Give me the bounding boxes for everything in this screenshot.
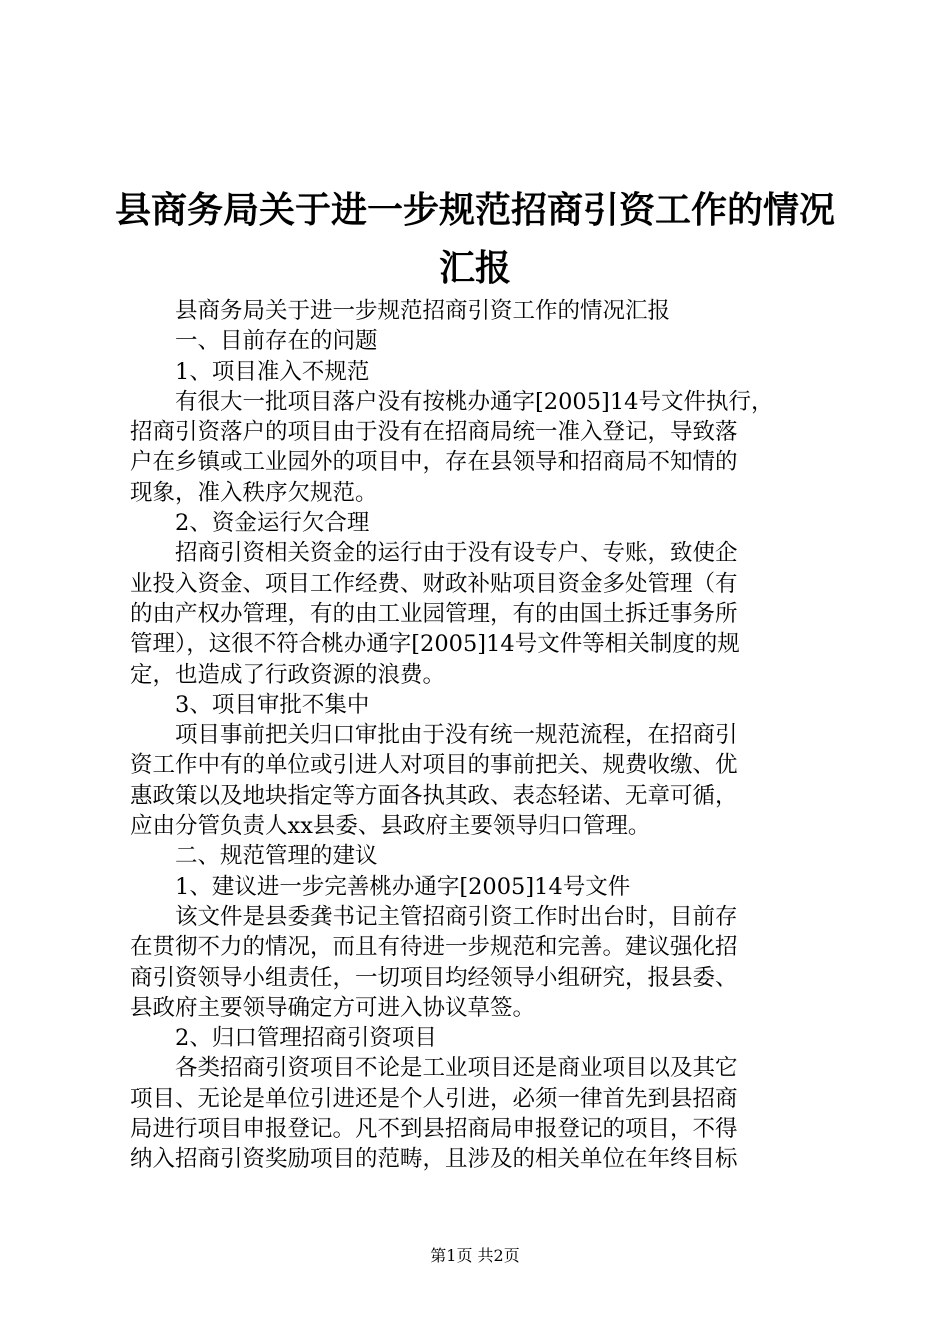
- body-line: 1、建议进一步完善桃办通字[2005]14号文件: [175, 873, 631, 900]
- body-line: 各类招商引资项目不论是工业项目还是商业项目以及其它: [175, 1055, 738, 1082]
- document-title-line-1: 县商务局关于进一步规范招商引资工作的情况: [114, 190, 835, 231]
- body-line: 定，也造成了行政资源的浪费。: [130, 661, 446, 688]
- body-line: 在贯彻不力的情况，而且有待进一步规范和完善。建议强化招: [130, 934, 738, 961]
- body-line: 县政府主要领导确定方可进入协议草签。: [130, 994, 536, 1021]
- body-line: 项目、无论是单位引进还是个人引进，必须一律首先到县招商: [130, 1085, 738, 1112]
- body-line: 招商引资落户的项目由于没有在招商局统一准入登记，导致落: [130, 419, 738, 446]
- body-line: 2、资金运行欠合理: [175, 510, 370, 537]
- body-line: 2、归口管理招商引资项目: [175, 1025, 437, 1052]
- body-line: 有很大一批项目落户没有按桃办通字[2005]14号文件执行，: [175, 388, 774, 415]
- body-line: 该文件是县委龚书记主管招商引资工作时出台时，目前存: [175, 903, 738, 930]
- body-line: 一、目前存在的问题: [175, 328, 378, 355]
- body-line: 1、项目准入不规范: [175, 358, 370, 385]
- body-line: 的由产权办管理，有的由工业园管理，有的由国土拆迁事务所: [130, 600, 738, 627]
- body-line: 二、规范管理的建议: [175, 843, 378, 870]
- body-line: 招商引资相关资金的运行由于没有设专户、专账，致使企: [175, 540, 738, 567]
- page-number-footer: 第1页 共2页: [430, 1246, 520, 1265]
- body-line: 商引资领导小组责任，一切项目均经领导小组研究，报县委、: [130, 964, 738, 991]
- document-body: [130, 296, 830, 1175]
- body-line: 项目事前把关归口审批由于没有统一规范流程，在招商引: [175, 722, 738, 749]
- body-line: 资工作中有的单位或引进人对项目的事前把关、规费收缴、优: [130, 752, 738, 779]
- body-line: 业投入资金、项目工作经费、财政补贴项目资金多处管理（有: [130, 570, 738, 597]
- body-line: 纳入招商引资奖励项目的范畴，且涉及的相关单位在年终目标: [130, 1146, 738, 1173]
- body-line: 应由分管负责人xx县委、县政府主要领导归口管理。: [130, 813, 651, 840]
- document-title-line-2: 汇报: [438, 248, 511, 289]
- body-line: 户在乡镇或工业园外的项目中，存在县领导和招商局不知情的: [130, 449, 738, 476]
- body-line: 现象，准入秩序欠规范。: [130, 479, 378, 506]
- body-line: 3、项目审批不集中: [175, 691, 370, 718]
- body-line: 局进行项目申报登记。凡不到县招商局申报登记的项目，不得: [130, 1116, 738, 1143]
- body-line: 管理），这很不符合桃办通字[2005]14号文件等相关制度的规: [130, 631, 740, 658]
- body-line: 县商务局关于进一步规范招商引资工作的情况汇报: [175, 298, 671, 324]
- body-line: 惠政策以及地块指定等方面各执其政、表态轻诺、无章可循，: [130, 782, 738, 809]
